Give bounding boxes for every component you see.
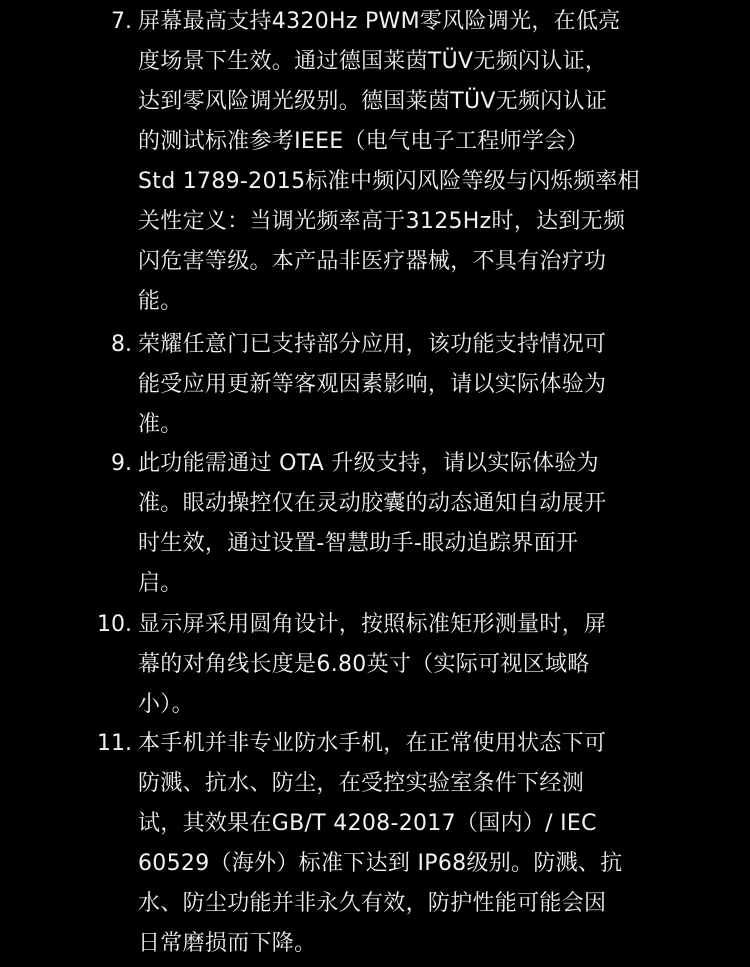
footnote-line: 启。 (138, 571, 183, 596)
footnote-line: 准。眼动操控仅在灵动胶囊的动态通知自动展开 (138, 491, 607, 516)
footnote-line: 水、防尘功能并非永久有效，防护性能可能会因 (138, 891, 607, 916)
footnote-line: 日常磨损而下降。 (138, 931, 317, 956)
footnote-number: 8. (111, 332, 132, 357)
footnote-line: 小）。 (138, 692, 194, 717)
footnote-number: 10. (97, 612, 132, 637)
footnote-line: 能受应用更新等客观因素影响，请以实际体验为 (138, 372, 607, 397)
footnote-line: 达到零风险调光级别。德国莱茵TÜV无频闪认证 (138, 89, 608, 114)
footnote-line: 的测试标准参考IEEE（电气电子工程师学会） (138, 129, 589, 154)
footnote-line: 试，其效果在GB/T 4208-2017（国内）/ IEC (138, 811, 597, 836)
footnote-line: 能。 (138, 289, 183, 314)
footnote-line: 度场景下生效。通过德国莱茵TÜV无频闪认证， (138, 49, 608, 74)
footnote-line: 60529（海外）标准下达到 IP68级别。防溅、抗 (138, 851, 623, 876)
footnote-line: 闪危害等级。本产品非医疗器械，不具有治疗功 (138, 249, 607, 274)
footnote-number: 7. (111, 9, 132, 34)
footnote-line: 本手机并非专业防水手机，在正常使用状态下可 (138, 731, 607, 756)
footnote-number: 11. (97, 731, 132, 756)
footnote-line: 准。 (138, 412, 183, 437)
footnote-line: Std 1789-2015标准中频闪风险等级与闪烁频率相 (138, 169, 640, 194)
footnote-line: 幕的对角线长度是6.80英寸（实际可视区域略 (138, 652, 590, 677)
footnote-number: 9. (111, 451, 132, 476)
footnote-line: 防溅、抗水、防尘，在受控实验室条件下经测 (138, 771, 585, 796)
footnote-line: 此功能需通过 OTA 升级支持，请以实际体验为 (138, 451, 599, 476)
footnote-line: 时生效，通过设置-智慧助手-眼动追踪界面开 (138, 531, 579, 556)
footnote-line: 屏幕最高支持4320Hz PWM零风险调光，在低亮 (138, 9, 621, 34)
footnote-line: 荣耀任意门已支持部分应用，该功能支持情况可 (138, 332, 607, 357)
footnote-line: 关性定义：当调光频率高于3125Hz时，达到无频 (138, 209, 626, 234)
footnote-line: 显示屏采用圆角设计，按照标准矩形测量时，屏 (138, 612, 607, 637)
